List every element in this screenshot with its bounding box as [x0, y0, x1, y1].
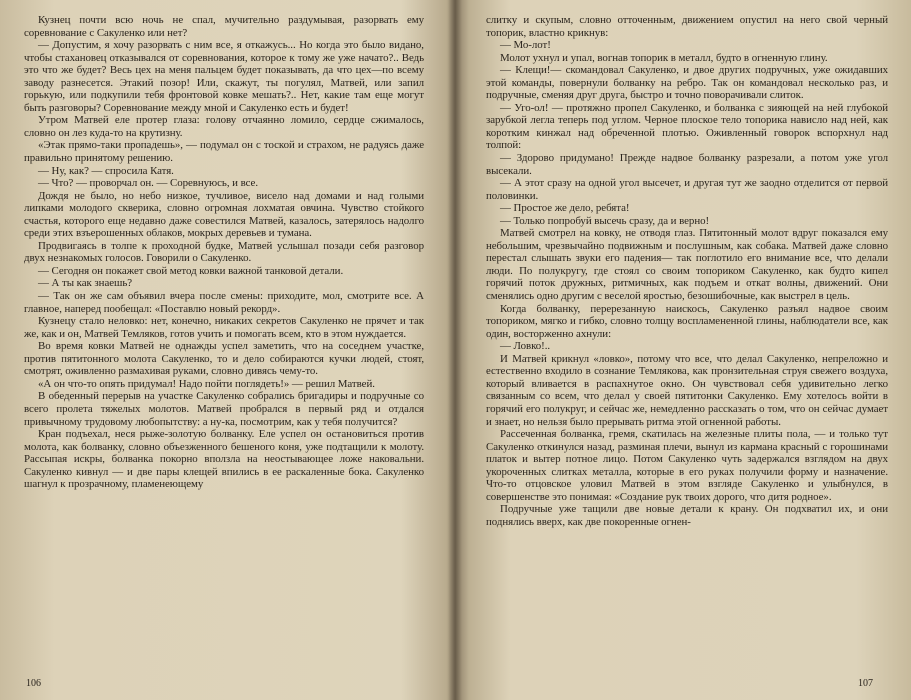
paragraph: Подручные уже тащили две новые детали к крану. Он подхватил их, и они поднялись вверх, как две покоренные огнен-	[486, 503, 888, 528]
paragraph: — А этот сразу на одной угол высечет, и другая тут же заодно отделится от первой половинки.	[486, 177, 888, 202]
paragraph: Молот ухнул и упал, вогнав топорик в металл, будто в огненную глину.	[500, 51, 828, 64]
paragraph: — Допустим, я хочу разорвать с ним все, я откажусь... Но когда это было видано, чтобы стахановец отказывался от соревнования, которое к тому же уже начато?.. Ведь это что же будет? Весь цех на меня пальцем будет показывать, да что цех—по всему заводу разнесется. Этакий позор! Или, скажут, ты погулял, Матвей, или запил горькую, или подкупили тебя фронтовой ковке мешать?.. Нет, какие там еще могут быть разговоры? Соревнование между мной и Сакуленко есть и будет!	[24, 39, 424, 114]
paragraph: — Ловко!..	[500, 340, 551, 353]
page-number-left: 106	[26, 678, 41, 689]
paragraph: «Этак прямо-таки пропадешь», — подумал он с тоской и страхом, не радуясь даже правильно принятому решению.	[24, 139, 424, 165]
paragraph: Во время ковки Матвей не однажды успел заметить, что на соседнем участке, против пятитонного молота Сакуленко, то и дело собираются кучки людей, стоят, смотрят, оживленно размахивая руками, словно дивясь чему-то.	[24, 340, 424, 378]
paragraph: — Мо-лот!	[500, 39, 551, 52]
paragraph: — Ну, как? — спросила Катя.	[38, 164, 174, 177]
paragraph: — Уго-ол! — протяжно пропел Сакуленко, и болванка с зияющей на ней глубокой зарубкой легла теперь под углом. Черное плоское тело топорика нависло над ней, как коротким кинжал над обреченной плотью. Оживленный говорок вспорхнул над толпой:	[486, 101, 888, 152]
paragraph: Кузнец почти всю ночь не спал, мучительно раздумывая, разорвать ему соревнование с Сакуленко или нет?	[24, 14, 424, 39]
paragraph: — Что? — проворчал он. — Соревнуюсь, и все.	[38, 177, 259, 190]
paragraph: — Клещи!— скомандовал Сакуленко, и двое других подручных, уже ожидавших этой команды, повернули болванку на ребро. Так он командовал несколько раз, и подручные, сменяя друг друга, быстро и точно поворачивали слиток.	[486, 64, 888, 102]
paragraph: Рассеченная болванка, гремя, скатилась на железные плиты пола, — и только тут Сакуленко откинулся назад, разминая плечи, вынул из кармана красный с горошинами платок и вытер потное лицо. Потом Сакуленко чуть задержался взглядом на двух укороченных слитках металла, которые в его руках получили форму и назначение. Что-то отцовское уловил Матвей в этом взгляде Сакуленко и улыбнулся, в совершенстве это понимая: «Создание рук твоих дорого, что дитя родное».	[486, 428, 888, 503]
paragraph: слитку и скупым, словно отточенным, движением опустил на него свой черный топорик, властно крикнув:	[486, 14, 888, 39]
page-number-right: 107	[858, 678, 873, 689]
paragraph: Матвей смотрел на ковку, не отводя глаз. Пятитонный молот вдруг показался ему небольшим, чрезвычайно подвижным и послушным, как собака. Матвей даже словно перестал слышать звуки его падения— так поглотило его внимание все, что делали люди. По полукругу, где стоял со своим топориком Сакуленко, как будто кипел горячий поток дружных, ритмичных, как подъем и откат волны, движений. Они сменялись одно другим с веселой яростью, безошибочные, как выстрел в цель.	[486, 227, 888, 303]
paragraph: Продвигаясь в толпе к проходной будке, Матвей услышал позади себя разговор двух незнакомых голосов. Говорили о Сакуленко.	[24, 239, 424, 265]
paragraph: И Матвей крикнул «ловко», потому что все, что делал Сакуленко, непреложно и естественно входило в сознание Темлякова, как пронзительная струя свежего воздуха, который вливается в распахнутое окно. Он чувствовал себя удивительно легко связанным со всем, что делал у своей пятитонки Сакуленко. Ему хотелось войти в горячий его полукруг, и сейчас же, немедленно рассказать о том, что он сейчас думает и знает, но нельзя было прерывать ритма этой огненной работы.	[486, 352, 888, 428]
paragraph: В обеденный перерыв на участке Сакуленко собрались бригадиры и подручные со всего пролета тяжелых молотов. Матвей пробрался в первый ряд и отдался привычному трудовому любопытству: а ну-ка, посмотрим, как у тебя получится?	[24, 390, 424, 428]
paragraph: — Простое же дело, ребята!	[500, 202, 630, 215]
paragraph: Кран подъехал, неся рыже-золотую болванку. Еле успел он остановиться против молота, как болванку, словно объезженного бешеного коня, уже подтащили к молоту. Рассыпая искры, болванка покорно вползла на неостывающее ложе наковальни. Сакуленко кивнул — и две пары клещей впились в ее раскаленные бока. Сакуленко шагнул к прозрачному, пламенеющему	[24, 428, 424, 491]
paragraph: — Сегодня он покажет свой метод ковки важной танковой детали.	[38, 264, 344, 277]
book-gutter	[448, 0, 462, 700]
paragraph: — Так он же сам объявил вчера после смены: приходите, мол, смотрите все. А главное, наперед пообещал: «Поставлю новый рекорд».	[24, 290, 424, 315]
paragraph: Дождя не было, но небо низкое, тучливое, висело над домами и над голыми липками молодого скверика, словно огромная лохматая овчина. Чувство стойкого счастья, которого еще недавно даже совестился Матвей, казалось, затерялось надолго среди этих взъерошенных облаков, мокрых деревьев и тумана.	[24, 189, 424, 240]
paragraph: Кузнецу стало неловко: нет, конечно, никаких секретов Сакуленко не прячет и так же, как и он, Матвей Темляков, готов учить и помогать всем, кто в этом нуждается.	[24, 315, 424, 340]
right-page	[486, 14, 888, 674]
paragraph: «А он что-то опять придумал! Надо пойти поглядеть!» — решил Матвей.	[38, 377, 375, 390]
paragraph: — А ты как знаешь?	[38, 277, 133, 290]
left-page	[24, 14, 424, 674]
paragraph: Утром Матвей еле протер глаза: голову отчаянно ломило, сердце сжималось, словно он лез куда-то на крутизну.	[24, 114, 424, 139]
paragraph: Когда болванку, перерезанную наискось, Сакуленко разъял надвое своим топориком, мягко и гибко, словно толщу воспламененной глины, наблюдатели все, как один, восторженно ахнули:	[486, 302, 888, 340]
paragraph: — Только попробуй высечь сразу, да и верно!	[500, 214, 710, 227]
paragraph: — Здорово придумано! Прежде надвое болванку разрезали, а потом уже угол высекали.	[486, 152, 888, 177]
